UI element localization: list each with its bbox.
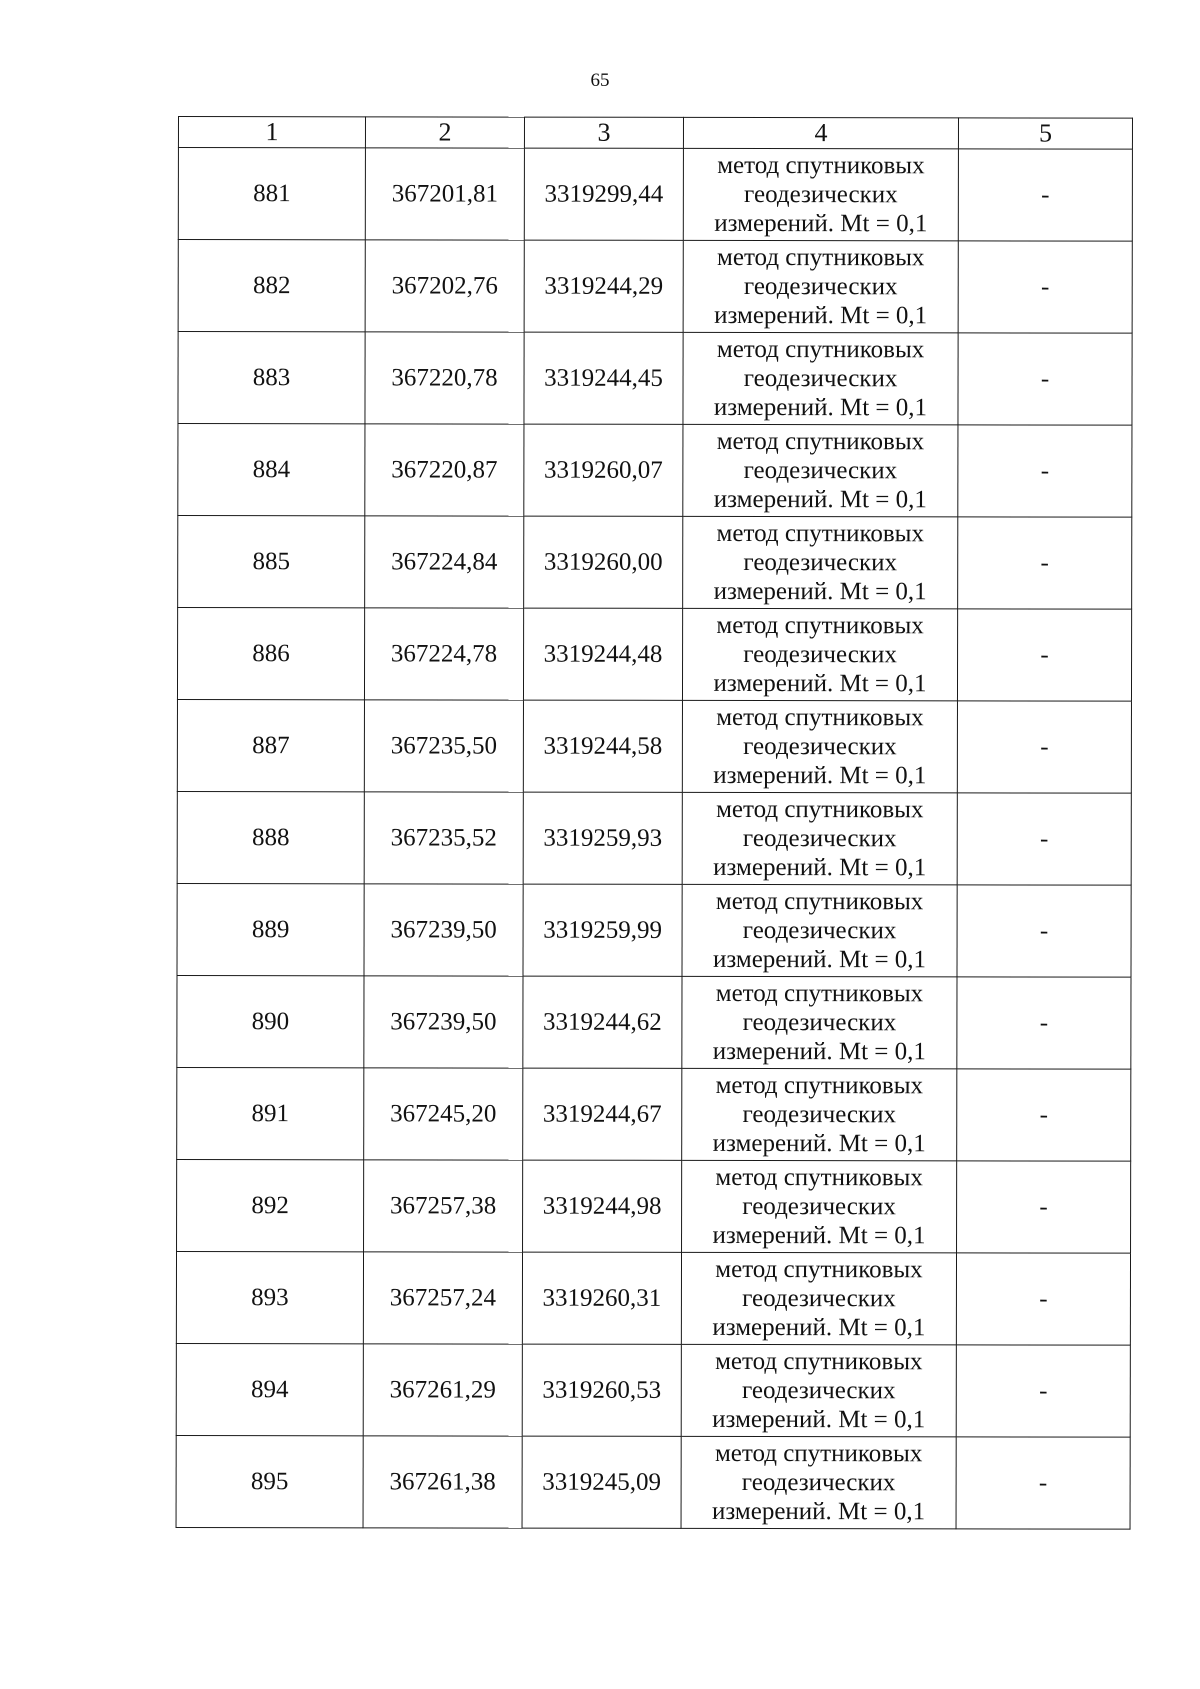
method-line: метод спутниковых — [716, 611, 924, 640]
method-line: геодезических — [743, 456, 898, 485]
table-row — [177, 1067, 1131, 1161]
method-line: измерений. Mt = 0,1 — [714, 301, 928, 330]
table-row — [176, 1343, 1130, 1437]
table-row — [177, 1159, 1131, 1253]
y-coordinate-cell: 3319259,99 — [523, 884, 682, 976]
x-coordinate-cell: 367239,50 — [364, 976, 523, 1068]
point-number-cell: 895 — [176, 1435, 363, 1527]
method-line: геодезических — [743, 640, 897, 669]
method-line: геодезических — [742, 1100, 897, 1129]
method-cell — [681, 1436, 956, 1528]
y-coordinate-cell: 3319244,67 — [523, 1068, 682, 1160]
method-line: измерений. Mt = 0,1 — [713, 577, 927, 606]
method-line: метод спутниковых — [715, 1071, 924, 1100]
table-row — [178, 240, 1132, 334]
x-coordinate-cell: 367245,20 — [364, 1068, 523, 1160]
y-coordinate-cell: 3319260,07 — [524, 424, 683, 516]
method-cell — [682, 884, 957, 976]
method-line: метод спутниковых — [715, 1255, 923, 1284]
note-cell: - — [957, 1161, 1131, 1253]
table-row — [177, 608, 1131, 702]
note-cell: - — [957, 885, 1131, 977]
method-line: геодезических — [744, 180, 898, 209]
method-line: метод спутниковых — [715, 1163, 923, 1192]
method-line: измерений. Mt = 0,1 — [713, 853, 927, 882]
note-cell: - — [958, 241, 1132, 333]
method-line: геодезических — [741, 1376, 896, 1405]
method-cell — [683, 332, 958, 424]
table-row — [178, 424, 1132, 518]
table-row — [177, 975, 1131, 1069]
method-line: метод спутниковых — [717, 151, 925, 180]
note-cell: - — [957, 793, 1131, 885]
y-coordinate-cell: 3319299,44 — [524, 148, 683, 240]
page-number: 65 — [590, 70, 610, 91]
y-coordinate-cell: 3319244,62 — [523, 976, 682, 1068]
point-number-cell: 883 — [178, 332, 365, 424]
method-line: геодезических — [743, 548, 898, 577]
table-header — [178, 117, 1132, 150]
note-cell: - — [956, 1437, 1130, 1529]
x-coordinate-cell: 367261,29 — [363, 1344, 522, 1436]
x-coordinate-cell: 367257,38 — [364, 1160, 523, 1252]
table-row — [176, 1251, 1130, 1345]
method-line: измерений. Mt = 0,1 — [712, 1037, 926, 1066]
coordinates-table — [176, 116, 1133, 1530]
method-cell — [683, 424, 958, 516]
point-number-cell: 882 — [178, 240, 365, 332]
method-line: метод спутниковых — [715, 887, 924, 916]
x-coordinate-cell: 367224,78 — [364, 608, 523, 700]
method-cell — [682, 608, 957, 700]
point-number-cell: 885 — [178, 516, 365, 608]
x-coordinate-cell: 367257,24 — [363, 1252, 522, 1344]
method-line: геодезических — [743, 272, 898, 301]
method-line: геодезических — [742, 916, 897, 945]
y-coordinate-cell: 3319244,58 — [523, 700, 682, 792]
point-number-cell: 894 — [176, 1343, 363, 1435]
method-line: геодезических — [742, 1008, 897, 1037]
y-coordinate-cell: 3319260,00 — [524, 516, 683, 608]
method-line: метод спутниковых — [716, 427, 925, 456]
y-coordinate-cell: 3319244,48 — [523, 608, 682, 700]
table-row — [178, 148, 1132, 242]
method-cell — [683, 240, 958, 332]
note-cell: - — [957, 1069, 1131, 1161]
method-line: метод спутниковых — [715, 979, 924, 1008]
method-line: измерений. Mt = 0,1 — [712, 1313, 926, 1342]
method-line: метод спутниковых — [717, 243, 925, 272]
method-line: метод спутниковых — [715, 1347, 923, 1376]
header-col-4: 4 — [683, 117, 958, 148]
method-cell — [683, 516, 958, 608]
x-coordinate-cell: 367235,52 — [364, 792, 523, 884]
y-coordinate-cell: 3319259,93 — [523, 792, 682, 884]
x-coordinate-cell: 367201,81 — [365, 148, 524, 240]
method-line: измерений. Mt = 0,1 — [712, 945, 927, 974]
method-line: измерений. Mt = 0,1 — [713, 761, 927, 790]
note-cell: - — [958, 425, 1132, 517]
method-line: измерений. Mt = 0,1 — [713, 669, 927, 698]
table-row — [176, 1435, 1130, 1529]
method-cell — [681, 1344, 956, 1436]
method-line: метод спутниковых — [716, 795, 924, 824]
y-coordinate-cell: 3319244,29 — [524, 240, 683, 332]
method-line: измерений. Mt = 0,1 — [713, 485, 927, 514]
method-line: измерений. Mt = 0,1 — [712, 1129, 926, 1158]
y-coordinate-cell: 3319260,53 — [522, 1344, 681, 1436]
method-line: метод спутниковых — [716, 703, 924, 732]
x-coordinate-cell: 367261,38 — [363, 1436, 522, 1528]
method-cell — [682, 976, 957, 1068]
point-number-cell: 889 — [177, 883, 364, 975]
point-number-cell: 881 — [178, 148, 365, 240]
point-number-cell: 892 — [177, 1159, 364, 1251]
method-line: измерений. Mt = 0,1 — [711, 1497, 926, 1526]
note-cell: - — [958, 517, 1132, 609]
table-row — [178, 332, 1132, 426]
table-body — [176, 148, 1132, 1530]
table-row — [177, 791, 1131, 885]
method-line: геодезических — [743, 732, 897, 761]
method-line: метод спутниковых — [716, 519, 924, 548]
method-line: измерений. Mt = 0,1 — [714, 209, 928, 238]
note-cell: - — [957, 609, 1131, 701]
method-cell — [682, 1160, 957, 1252]
method-line: измерений. Mt = 0,1 — [712, 1221, 926, 1250]
note-cell: - — [957, 701, 1131, 793]
x-coordinate-cell: 367235,50 — [364, 700, 523, 792]
method-line: геодезических — [742, 1192, 896, 1221]
method-line: геодезических — [741, 1468, 896, 1497]
x-coordinate-cell: 367202,76 — [365, 240, 524, 332]
method-line: метод спутниковых — [716, 335, 925, 364]
y-coordinate-cell: 3319244,98 — [523, 1160, 682, 1252]
method-line: метод спутниковых — [714, 1439, 923, 1468]
header-row — [178, 117, 1132, 150]
table-row — [177, 883, 1131, 977]
method-line: измерений. Mt = 0,1 — [713, 393, 928, 422]
note-cell: - — [957, 977, 1131, 1069]
method-line: геодезических — [743, 364, 898, 393]
note-cell: - — [956, 1345, 1130, 1437]
point-number-cell: 884 — [178, 424, 365, 516]
note-cell: - — [958, 333, 1132, 425]
y-coordinate-cell: 3319244,45 — [524, 332, 683, 424]
method-cell — [682, 700, 957, 792]
table-row — [177, 700, 1131, 794]
y-coordinate-cell: 3319245,09 — [522, 1436, 681, 1528]
x-coordinate-cell: 367224,84 — [365, 516, 524, 608]
note-cell: - — [956, 1253, 1130, 1345]
note-cell: - — [958, 149, 1132, 241]
point-number-cell: 893 — [176, 1251, 363, 1343]
point-number-cell: 890 — [177, 975, 364, 1067]
method-cell — [682, 1068, 957, 1160]
method-line: геодезических — [742, 1284, 896, 1313]
table-row — [178, 516, 1132, 610]
header-col-3: 3 — [524, 117, 683, 148]
header-col-2: 2 — [365, 117, 524, 148]
header-col-1: 1 — [178, 117, 365, 148]
point-number-cell: 887 — [177, 700, 364, 792]
point-number-cell: 888 — [177, 791, 364, 883]
header-col-5: 5 — [958, 118, 1132, 149]
x-coordinate-cell: 367220,78 — [365, 332, 524, 424]
method-cell — [683, 148, 958, 240]
method-cell — [682, 792, 957, 884]
x-coordinate-cell: 367220,87 — [365, 424, 524, 516]
x-coordinate-cell: 367239,50 — [364, 884, 523, 976]
point-number-cell: 886 — [177, 608, 364, 700]
method-line: геодезических — [742, 824, 897, 853]
method-cell — [681, 1252, 956, 1344]
y-coordinate-cell: 3319260,31 — [522, 1252, 681, 1344]
point-number-cell: 891 — [177, 1067, 364, 1159]
method-line: измерений. Mt = 0,1 — [712, 1405, 926, 1434]
